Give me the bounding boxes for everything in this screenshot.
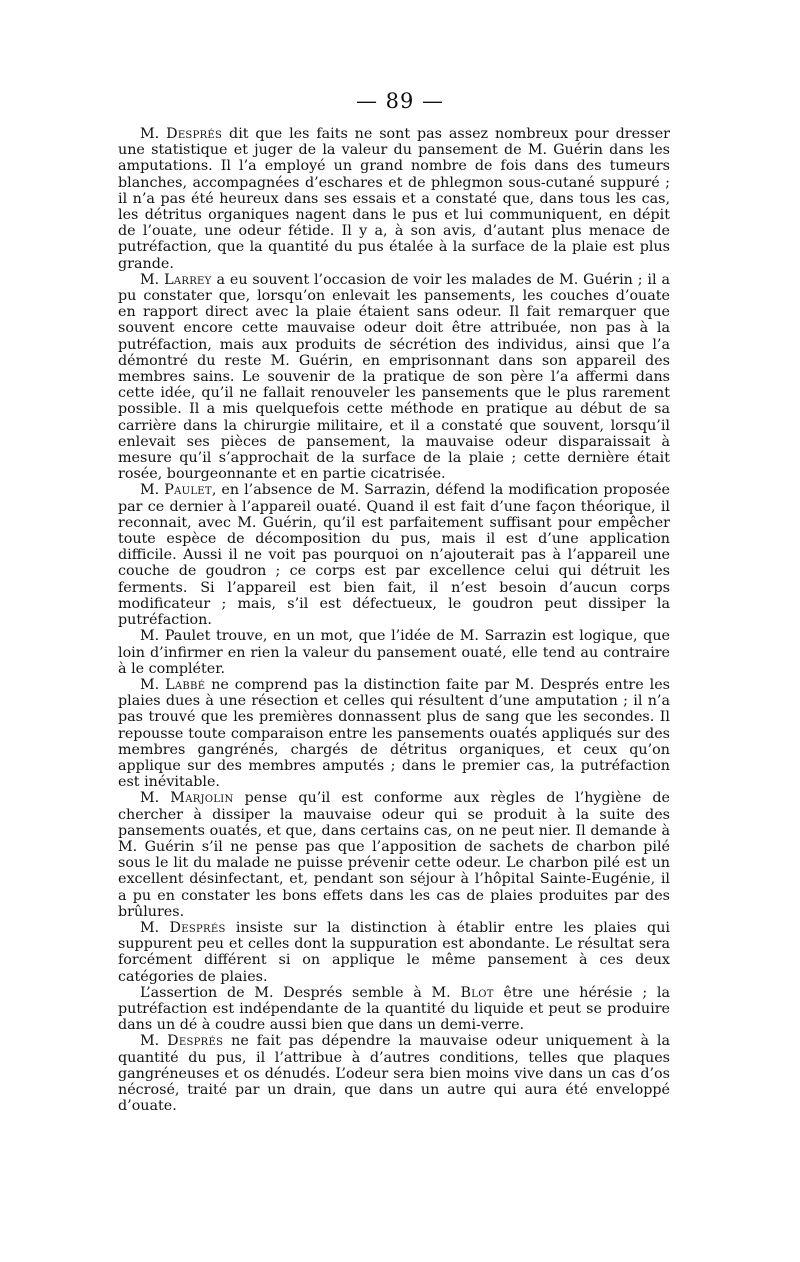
- paragraph-despres-statistics: [118, 126, 670, 272]
- paragraph-despres-odor: [118, 1033, 670, 1114]
- speaker-name: Després: [167, 1033, 224, 1050]
- paragraph-text: M. Paulet trouve, en un mot, que l’idée de M. Sarrazin est logique, que loin d’infirmer en rien la valeur du pansement ouaté, elle tend au contraire à le compléter.: [118, 628, 670, 677]
- paragraph-text: insiste sur la distinction à établir entre les plaies qui suppurent peu et celles dont la suppuration est abondante. Le résultat sera forcément différent si on applique le même pansement à ces deux catégories de plaies.: [118, 919, 670, 985]
- paragraph-larrey: [118, 272, 670, 483]
- paragraph-marjolin: [118, 790, 670, 920]
- speaker-name: Marjolin: [170, 790, 234, 807]
- paragraph-text: pense qu’il est conforme aux règles de l’hygiène de chercher à dissiper la mauvaise odeur qui se produit à la suite des pansements ouatés, et que, dans certains cas, on ne peut nier. Il demande à M. Guérin s’il ne pense pas que l’apposition de sachets de charbon pilé sous le lit du malade ne puisse prévenir cette odeur. Le charbon pilé est un excellent désinfectant, et, pendant son séjour à l’hôpital Sainte-Eugénie, il a pu en constater les bons effets dans les cas de plaies produites par des brûlures.: [118, 790, 670, 920]
- speaker-name: Després: [169, 919, 226, 936]
- paragraph-labbe: [118, 677, 670, 790]
- page-number: — 89 —: [355, 89, 445, 113]
- paragraph-lead: M.: [140, 790, 171, 807]
- paragraph-lead: M.: [140, 482, 165, 499]
- paragraph-despres-distinction: [118, 920, 670, 985]
- paragraph-paulet: [118, 482, 670, 628]
- paragraph-blot: [118, 985, 670, 1034]
- paragraph-text: , en l’absence de M. Sarrazin, défend la modification proposée par ce dernier à l’appareil ouaté. Quand il est fait d’une façon théorique, il reconnait, avec M. Guérin, qu’il est parfaitement suffisant pour empêcher toute espèce de décomposition du pus, mais il est d’une application difficile. Aussi il ne voit pas pourquoi on n’ajouterait pas à l’appareil une couche de goudron ; ce corps est par excellence celui qui détruit les ferments. Si l’appareil est bien fait, il n’est besoin d’aucun corps modificateur ; mais, s’il est défectueux, le goudron peut dissiper la putréfaction.: [118, 482, 670, 629]
- body-text: [118, 126, 670, 1114]
- paragraph-text: être une hérésie ; la putréfaction est indépendante de la quantité du liquide et peut se produire dans un dé à coudre aussi bien que dans un demi-verre.: [118, 984, 670, 1034]
- paragraph-lead: M.: [140, 919, 170, 936]
- paragraph-lead: M.: [140, 676, 166, 693]
- speaker-name: Labbé: [165, 676, 206, 693]
- paragraph-text: ne fait pas dépendre la mauvaise odeur uniquement à la quantité du pus, il l’attribue à d’autres conditions, telles que plaques gangréneuses et os dénudés. L’odeur sera bien moins vive dans un cas d’os nécrosé, traité par un drain, que dans un autre qui aura été enveloppé d’ouate.: [118, 1033, 670, 1115]
- paragraph-lead: M.: [140, 126, 167, 142]
- paragraph-text: ne comprend pas la distinction faite par M. Després entre les plaies dues à une résection et celles qui résultent d’une amputation ; il n’a pas trouvé que les premières donnassent plus de sang que les secondes. Il repousse toute comparaison entre les pansements ouatés appliqués sur des membres gangrénés, chargés de détritus organiques, et ceux qu’on applique sur des membres amputés ; dans le premier cas, la putréfaction est inévitable.: [118, 676, 670, 791]
- speaker-name: Blot: [460, 984, 494, 1001]
- paragraph-lead: M.: [140, 271, 165, 288]
- speaker-name: Després: [166, 126, 223, 142]
- paragraph-paulet-conclusion: [118, 628, 670, 677]
- paragraph-lead: L’assertion de M. Després semble à M.: [140, 984, 461, 1001]
- paragraph-text: a eu souvent l’occasion de voir les malades de M. Guérin ; il a pu constater que, lorsqu’on enlevait les pansements, les couches d’ouate en rapport direct avec la plaie étaient sans odeur. Il fait remarquer que souvent encore cette mauvaise odeur doit être attribuée, non pas à la putréfaction, mais aux produits de sécrétion des individus, ainsi que l’a démontré du reste M. Guérin, en emprisonnant dans son appareil des membres sains. Le souvenir de la pratique de son père l’a affermi dans cette idée, qu’il ne fallait renouveler les pansements que le plus rarement possible. Il a mis quelquefois cette méthode en pratique au début de sa carrière dans la chirurgie militaire, et il a constaté que souvent, lorsqu’il enlevait ses pièces de pansement, la mauvaise odeur disparaissait à mesure qu’il s’approchait de la surface de la plaie ; cette dernière était rosée, bourgeonnante et en partie cicatrisée.: [118, 271, 670, 483]
- paragraph-text: dit que les faits ne sont pas assez nombreux pour dresser une statistique et juger de la valeur du pansement de M. Guérin dans les amputations. Il l’a employé un grand nombre de fois dans des tumeurs blanches, accompagnées d’eschares et de phlegmon sous-cutané suppuré ; il n’a pas été heureux dans ses essais et a constaté que, dans tous les cas, les détritus organiques nagent dans le pus et lui communiquent, en dépit de l’ouate, une odeur fétide. Il y a, à son avis, d’autant plus menace de putréfaction, que la quantité du pus étalée à la surface de la plaie est plus grande.: [118, 126, 670, 272]
- speaker-name: Larrey: [164, 271, 212, 288]
- speaker-name: Paulet: [164, 482, 212, 499]
- paragraph-lead: M.: [140, 1033, 168, 1050]
